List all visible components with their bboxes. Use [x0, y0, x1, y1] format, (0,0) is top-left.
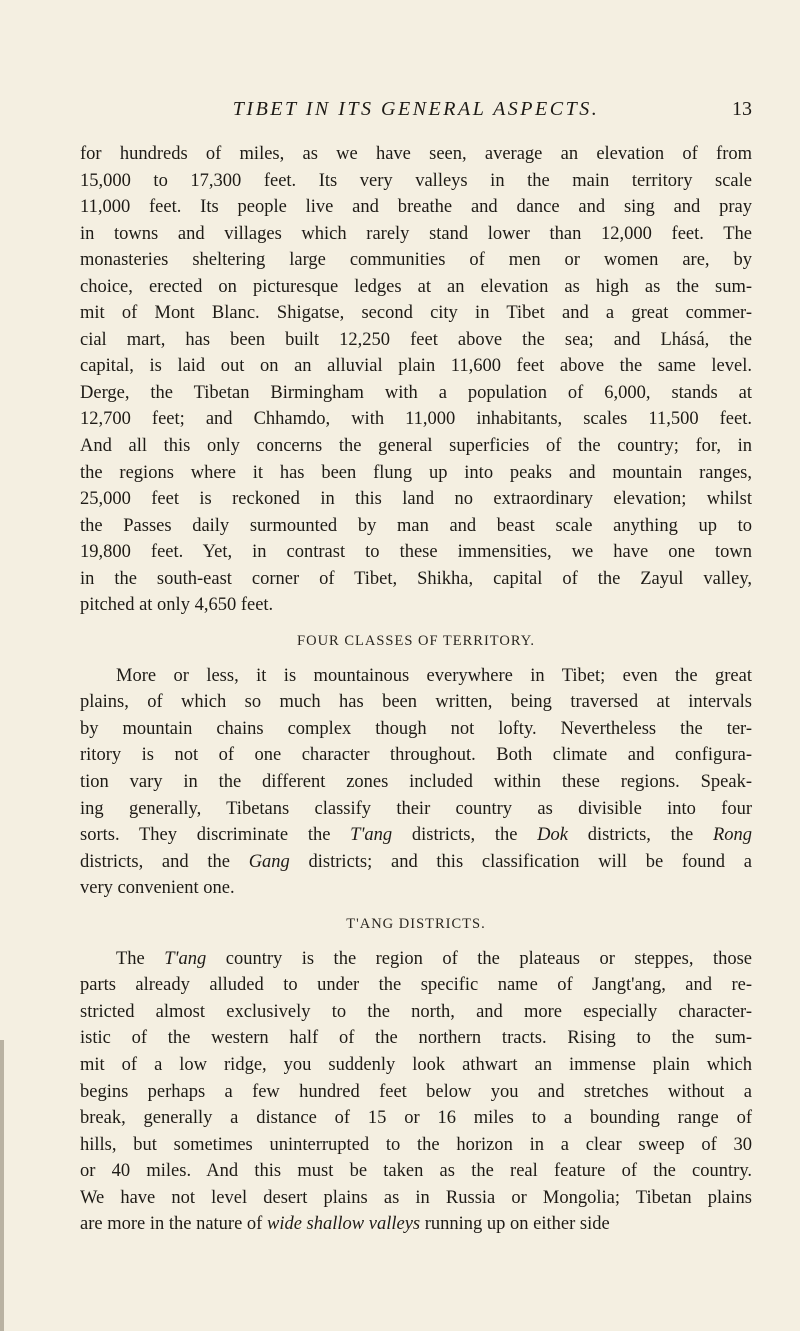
text-line: ing generally, Tibetans classify their country as divisible into four: [80, 798, 752, 819]
text-line: by mountain chains complex though not lofty. Nevertheless the ter-: [80, 718, 752, 739]
text-line: capital, is laid out on an alluvial plain 11,600 feet above the same level.: [80, 356, 752, 377]
text-line: And all this only concerns the general superficies of the country; for, in: [80, 436, 752, 457]
text-line: or 40 miles. And this must be taken as the real feature of the country.: [80, 1161, 752, 1182]
section-heading: T'ANG DISTRICTS.: [346, 915, 486, 932]
text-line: for hundreds of miles, as we have seen, average an elevation of from: [80, 144, 752, 164]
text-line: the Passes daily surmounted by man and beast scale anything up to: [80, 515, 752, 536]
text-line: hills, but sometimes uninterrupted to the horizon in a clear sweep of 30: [80, 1134, 752, 1155]
text-line: are more in the nature of wide shallow valleys running up on either side: [80, 1214, 610, 1235]
text-line: istic of the western half of the northern tracts. Rising to the sum-: [80, 1028, 752, 1049]
text-line: 25,000 feet is reckoned in this land no extraordinary elevation; whilst: [80, 489, 752, 510]
text-line: in towns and villages which rarely stand lower than 12,000 feet. The: [80, 223, 752, 244]
text-line: districts, and the Gang districts; and this classification will be found a: [80, 851, 752, 872]
paragraph: [80, 663, 752, 902]
text-line: ritory is not of one character throughout. Both climate and configura-: [80, 745, 752, 766]
text-line: mit of Mont Blanc. Shigatse, second city in Tibet and a great commer-: [80, 303, 752, 324]
text-line: cial mart, has been built 12,250 feet above the sea; and Lhásá, the: [80, 329, 752, 350]
text-line: very convenient one.: [80, 878, 235, 899]
text-line: begins perhaps a few hundred feet below you and stretches without a: [80, 1081, 752, 1102]
text-line: plains, of which so much has been written, being traversed at intervals: [80, 692, 752, 713]
text-line: More or less, it is mountainous everywhere in Tibet; even the great: [116, 665, 752, 686]
text-line: choice, erected on picturesque ledges at an elevation as high as the sum-: [80, 276, 752, 297]
text-line: stricted almost exclusively to the north, and more especially character-: [80, 1001, 752, 1022]
text-line: pitched at only 4,650 feet.: [80, 595, 274, 616]
text-line: parts already alluded to under the specific name of Jangt'ang, and re-: [80, 975, 752, 996]
text-line: mit of a low ridge, you suddenly look athwart an immense plain which: [80, 1054, 752, 1075]
text-line: 15,000 to 17,300 feet. Its very valleys in the main territory scale: [80, 170, 752, 191]
page-edge-shadow: [0, 1040, 4, 1331]
text-line: tion vary in the different zones included within these regions. Speak-: [80, 772, 752, 793]
text-line: sorts. They discriminate the T'ang districts, the Dok districts, the Rong: [80, 825, 752, 846]
paragraph: [80, 946, 752, 1238]
body-text: [80, 141, 752, 1238]
text-line: 12,700 feet; and Chhamdo, with 11,000 inhabitants, scales 11,500 feet.: [80, 409, 752, 430]
text-line: in the south-east corner of Tibet, Shikha, capital of the Zayul valley,: [80, 568, 752, 589]
text-line: 11,000 feet. Its people live and breathe and dance and sing and pray: [80, 197, 752, 218]
text-line: Derge, the Tibetan Birmingham with a population of 6,000, stands at: [80, 382, 752, 403]
running-title: TIBET IN ITS GENERAL ASPECTS.: [232, 98, 600, 120]
text-line: break, generally a distance of 15 or 16 miles to a bounding range of: [80, 1108, 752, 1129]
paragraph: [80, 141, 752, 619]
text-line: The T'ang country is the region of the plateaus or steppes, those: [116, 948, 752, 969]
text-line: monasteries sheltering large communities of men or women are, by: [80, 250, 752, 271]
page-number: 13: [732, 98, 752, 120]
text-line: the regions where it has been flung up into peaks and mountain ranges,: [80, 462, 752, 483]
section-heading: FOUR CLASSES OF TERRITORY.: [297, 632, 535, 649]
running-head: [80, 98, 752, 124]
text-line: 19,800 feet. Yet, in contrast to these immensities, we have one town: [80, 542, 752, 563]
text-line: We have not level desert plains as in Russia or Mongolia; Tibetan plains: [80, 1187, 752, 1208]
